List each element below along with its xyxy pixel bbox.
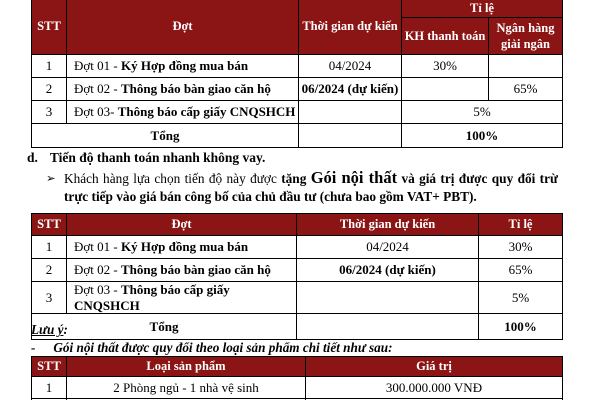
table1-r3-merged-percent: 5%: [402, 101, 563, 124]
table1-r2-nh: 65%: [489, 78, 563, 101]
table2-total-value: 100%: [479, 314, 563, 340]
dot-name: Thông báo bàn giao căn hộ: [120, 262, 271, 278]
table1-r2-dot: [67, 78, 299, 101]
table3-r1-stt: 1: [32, 377, 67, 399]
table2-header-tile: Tỉ lệ: [479, 214, 563, 236]
note-heading: [31, 322, 68, 338]
dot-name: Thông báo bàn giao căn hộ: [120, 81, 271, 97]
table3-header-product: Loại sản phẩm: [67, 357, 306, 377]
table1-header-dot: Đợt: [67, 0, 299, 55]
table1-header-kh-thanh-toan: KH thanh toán: [402, 18, 489, 55]
table2-r1-stt: 1: [32, 236, 67, 259]
table2-total-time: [297, 314, 479, 340]
table2-header-time: Thời gian dự kiến: [297, 214, 479, 236]
section-d-marker: d.: [27, 150, 38, 165]
table1-header-time: Thời gian dự kiến: [299, 0, 402, 55]
table3-header-value: Giá trị: [306, 357, 563, 377]
table1-total-label: Tổng: [32, 124, 299, 148]
table2-row-3: [32, 282, 563, 314]
table2-row-1: [32, 236, 563, 259]
section-d-heading: [27, 150, 265, 166]
table2-r1-tile: 30%: [479, 236, 563, 259]
table3-r1-product: 2 Phòng ngủ - 1 nhà vệ sinh: [67, 377, 306, 399]
table1-r2-time: 06/2024 (dự kiến): [299, 78, 402, 101]
table2-r2-tile: 65%: [479, 259, 563, 282]
table2-r1-time: 04/2024: [297, 236, 479, 259]
table2-r2-stt: 2: [32, 259, 67, 282]
table1-r1-kh: 30%: [402, 55, 489, 78]
table2-r3-stt: 3: [32, 282, 67, 314]
note-text: Gói nội thất được quy đổi theo loại sản phẩm chi tiết như sau:: [53, 340, 393, 355]
dot-prefix: Đợt 01 -: [74, 58, 121, 74]
arrow-bullet-icon: ➢: [46, 171, 56, 185]
product-value-table: [31, 356, 563, 400]
table1-row-1: [32, 55, 563, 78]
table2-r3-tile: 5%: [479, 282, 563, 314]
dot-name: Thông báo cấp giấy CNQSHCH: [74, 282, 230, 313]
table1-r3-dot: [67, 101, 299, 124]
table1-r1-time: 04/2024: [299, 55, 402, 78]
table1-r3-stt: 3: [32, 101, 67, 124]
dot-name: Ký Hợp đồng mua bán: [120, 58, 249, 74]
table3-r1-value: 300.000.000 VNĐ: [306, 377, 563, 399]
table2-total-label: Tổng: [32, 314, 297, 340]
table2-r2-time: 06/2024 (dự kiến): [297, 259, 479, 282]
dot-name: Ký Hợp đồng mua bán: [120, 239, 249, 255]
bullet-rest: và giá trị được quy đổi trừ trực tiếp vào giá bán công bố của chủ đầu tư (chưa bao gồm VAT+ PBT).: [64, 171, 558, 204]
table3-row-1: [32, 377, 563, 399]
payment-schedule-table-with-bank: [31, 0, 563, 148]
dot-prefix: Đợt 03-: [74, 104, 118, 120]
note-dash-item: [31, 340, 392, 356]
table1-r3-time: [299, 101, 402, 124]
table3-header-stt: STT: [32, 357, 67, 377]
dot-name: Thông báo cấp giấy CNQSHCH: [117, 104, 296, 120]
bullet-lead: Khách hàng lựa chọn tiến độ này được: [64, 171, 282, 186]
section-d-title: Tiến độ thanh toán nhanh không vay.: [49, 150, 266, 165]
gift-bullet-paragraph: [46, 169, 558, 206]
table2-header-row: [32, 214, 563, 236]
table1-r1-nh: [489, 55, 563, 78]
table1-row-2: [32, 78, 563, 101]
note-label: Lưu ý: [31, 322, 64, 337]
table2-r2-dot: [67, 259, 297, 282]
table1-row-3: [32, 101, 563, 124]
table1-total-value: 100%: [402, 124, 563, 148]
table2-r1-dot: [67, 236, 297, 259]
bullet-bold: tặng: [281, 171, 311, 186]
table3-header-row: [32, 357, 563, 377]
table1-header-tile: Tỉ lệ: [402, 0, 563, 18]
table1-header-row-1: [32, 0, 563, 18]
table2-header-dot: Đợt: [67, 214, 297, 236]
table2-header-stt: STT: [32, 214, 67, 236]
table2-r3-time: [297, 282, 479, 314]
table1-r1-stt: 1: [32, 55, 67, 78]
table1-total-row: [32, 124, 563, 148]
table2-total-row: [32, 314, 563, 340]
table1-header-ngan-hang: Ngân hàng giải ngân: [489, 18, 563, 55]
dot-prefix: Đợt 02 -: [74, 262, 121, 278]
bullet-highlight: Gói nội thất: [310, 168, 398, 187]
payment-schedule-table-fast: [31, 213, 563, 340]
dot-prefix: Đợt 02 -: [74, 81, 121, 97]
table1-total-time: [299, 124, 402, 148]
note-colon: :: [63, 322, 68, 337]
dot-prefix: Đợt 03 -: [74, 282, 121, 297]
table1-header-stt: STT: [32, 0, 67, 55]
table1-r1-dot: [67, 55, 299, 78]
table2-row-2: [32, 259, 563, 282]
dash-bullet: -: [31, 340, 36, 355]
table1-r2-kh: [402, 78, 489, 101]
gift-bullet-text: [64, 169, 558, 206]
table2-r3-dot: [67, 282, 297, 314]
table1-r2-stt: 2: [32, 78, 67, 101]
dot-prefix: Đợt 01 -: [74, 239, 121, 255]
